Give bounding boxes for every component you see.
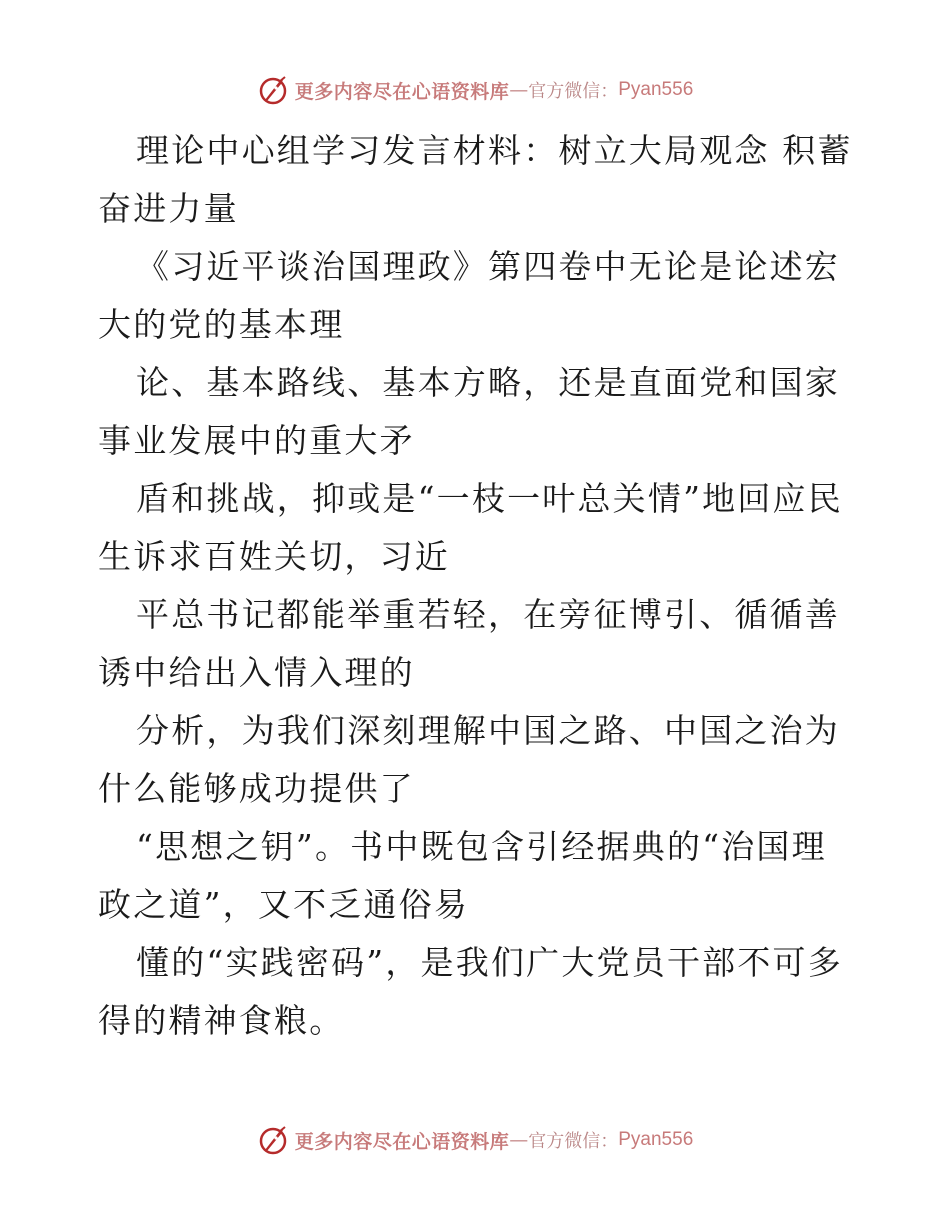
paragraph: 盾和挑战，抑或是“一枝一叶总关情”地回应民生诉求百姓关切，习近: [98, 479, 843, 576]
banner-separator: —: [509, 1129, 529, 1151]
banner-wechat-label: 官方微信：: [528, 1131, 619, 1152]
header-banner: [0, 70, 950, 110]
quill-pen-icon: [257, 74, 289, 106]
paragraph: “思想之钥”。书中既包含引经据典的“治国理政之道”，又不乏通俗易: [98, 827, 827, 924]
banner-wechat-id: Pyan556: [618, 79, 694, 100]
footer-banner: [0, 1120, 950, 1160]
paragraph: 论、基本路线、基本方略，还是直面党和国家事业发展中的重大矛: [98, 363, 840, 460]
banner-separator: —: [509, 79, 529, 101]
document-title: 理论中心组学习发言材料：树立大局观念 积蓄奋进力量: [98, 131, 853, 228]
banner-brand: 更多内容尽在心语资料库: [294, 80, 510, 103]
document-body: [98, 122, 858, 1050]
paragraph: 《习近平谈治国理政》第四卷中无论是论述宏大的党的基本理: [98, 247, 840, 344]
quill-pen-icon: [257, 1124, 289, 1156]
paragraph: 懂的“实践密码”，是我们广大党员干部不可多得的精神食粮。: [98, 943, 843, 1040]
banner-wechat-label: 官方微信：: [528, 81, 619, 102]
banner-wechat-id: Pyan556: [618, 1129, 694, 1150]
paragraph: 分析，为我们深刻理解中国之路、中国之治为什么能够成功提供了: [98, 711, 840, 808]
banner-brand: 更多内容尽在心语资料库: [294, 1130, 510, 1153]
paragraph: 平总书记都能举重若轻，在旁征博引、循循善诱中给出入情入理的: [98, 595, 840, 692]
